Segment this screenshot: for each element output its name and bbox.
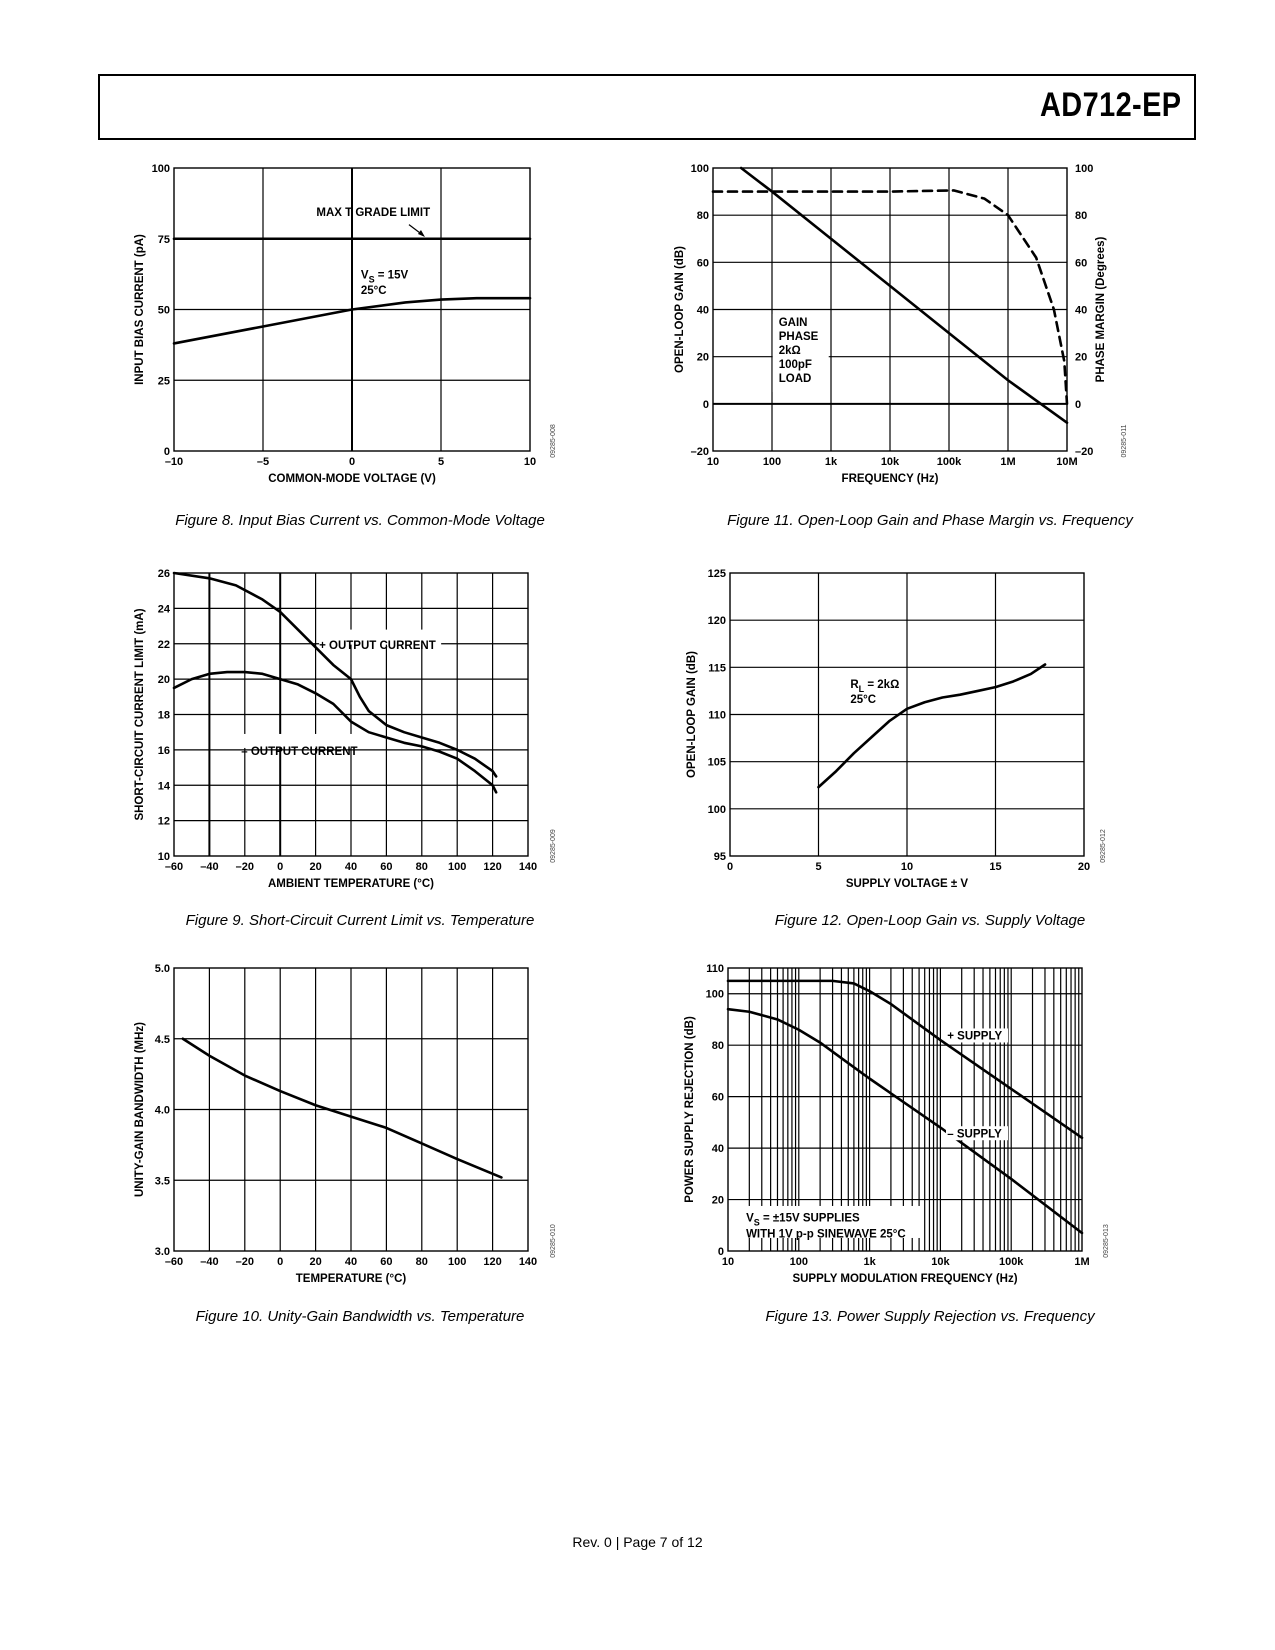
y-tick-label: 100 xyxy=(151,163,170,175)
y-tick-label: 110 xyxy=(706,963,724,975)
y-tick-label: 4.0 xyxy=(154,1104,170,1117)
x-tick-label: 0 xyxy=(277,861,284,873)
x-tick-label: 100 xyxy=(789,1256,808,1268)
x-tick-label: –5 xyxy=(256,456,270,468)
y-tick-label: 10 xyxy=(157,851,170,863)
figure-code: 09285-013 xyxy=(1103,1224,1110,1258)
chart-power-supply-rejection xyxy=(680,960,1180,1300)
figure-10-caption: Figure 10. Unity-Gain Bandwidth vs. Temperature xyxy=(195,1308,525,1325)
page-header xyxy=(98,74,1196,140)
y-tick-label: 12 xyxy=(157,815,170,828)
annotation-negative-output-current: – OUTPUT CURRENT xyxy=(241,746,358,759)
annotation-temperature: 25°C xyxy=(360,284,387,297)
x-axis-label: COMMON-MODE VOLTAGE (V) xyxy=(268,473,436,485)
chart-short-circuit-current xyxy=(130,565,590,905)
chart-input-bias-current xyxy=(130,160,590,500)
y-tick-label: 16 xyxy=(157,744,170,757)
y-tick-label: 80 xyxy=(696,210,709,223)
series-line-1 xyxy=(728,981,1082,1141)
y-tick-label: 3.5 xyxy=(154,1175,170,1188)
y2-tick-label: 80 xyxy=(1075,210,1088,223)
y-tick-label: 60 xyxy=(711,1091,724,1104)
y-tick-label: 60 xyxy=(696,257,709,270)
x-tick-label: –10 xyxy=(164,456,184,468)
y-tick-label: 40 xyxy=(711,1143,724,1156)
x-tick-label: 100 xyxy=(448,1256,467,1268)
figure-11-caption: Figure 11. Open-Loop Gain and Phase Margin vs. Frequency xyxy=(727,512,1133,529)
figure-10 xyxy=(130,960,590,1300)
y-tick-label: 25 xyxy=(157,375,170,388)
legend-text: 2kΩ xyxy=(778,345,801,358)
y2-tick-label: 100 xyxy=(1075,163,1094,175)
x-tick-label: 10 xyxy=(706,456,720,468)
figure-12 xyxy=(680,565,1180,905)
annotation-vs-15v: $V_S = 15V$ xyxy=(360,269,409,285)
y-tick-label: 100 xyxy=(705,988,724,1001)
y-axis-label: OPEN-LOOP GAIN (dB) xyxy=(674,246,686,373)
x-tick-label: –60 xyxy=(164,1256,184,1268)
annotation-rl-2k: $R_L = 2k\Omega$ xyxy=(850,679,900,695)
y2-tick-label: 20 xyxy=(1075,351,1088,364)
y-tick-label: –20 xyxy=(690,446,709,458)
y2-axis-label: PHASE MARGIN (Degrees) xyxy=(1095,236,1107,383)
x-tick-label: –60 xyxy=(164,861,184,873)
y-tick-label: 100 xyxy=(707,803,726,816)
x-tick-label: 10 xyxy=(523,456,537,468)
x-tick-label: 10M xyxy=(1056,456,1078,468)
x-tick-label: 1M xyxy=(1074,1256,1090,1268)
y-tick-label: 22 xyxy=(157,638,170,651)
x-tick-label: –20 xyxy=(235,861,254,873)
y2-tick-label: 40 xyxy=(1075,304,1088,317)
document-title: AD712-EP xyxy=(1040,86,1182,124)
x-tick-label: 10k xyxy=(931,1256,950,1268)
y-axis-label: INPUT BIAS CURRENT (pA) xyxy=(134,234,146,385)
x-axis-label: SUPPLY MODULATION FREQUENCY (Hz) xyxy=(792,1273,1018,1285)
y-tick-label: 110 xyxy=(708,709,726,722)
x-tick-label: –40 xyxy=(200,861,219,873)
x-axis-label: FREQUENCY (Hz) xyxy=(841,473,939,485)
x-tick-label: 15 xyxy=(989,861,1002,873)
x-tick-label: 80 xyxy=(415,861,428,873)
y2-tick-label: 60 xyxy=(1075,257,1088,270)
y-tick-label: 14 xyxy=(157,780,170,793)
y-tick-label: 20 xyxy=(696,351,709,364)
x-tick-label: 60 xyxy=(380,861,393,873)
annotation-positive-supply: + SUPPLY xyxy=(947,1030,1003,1043)
y-tick-label: 5.0 xyxy=(154,963,170,975)
x-tick-label: 100k xyxy=(998,1256,1024,1268)
y-tick-label: 40 xyxy=(696,304,709,317)
x-tick-label: 5 xyxy=(437,456,445,468)
figure-code: 09285-012 xyxy=(1100,829,1107,863)
x-tick-label: –40 xyxy=(200,1256,219,1268)
figure-code: 09285-011 xyxy=(1121,424,1128,458)
y-tick-label: 20 xyxy=(157,674,170,687)
x-tick-label: 120 xyxy=(483,1256,502,1268)
x-tick-label: 40 xyxy=(344,861,358,873)
y-tick-label: 100 xyxy=(690,163,709,175)
figure-8 xyxy=(130,160,590,500)
series-line-1 xyxy=(183,1039,502,1178)
annotation-positive-output-current: + OUTPUT CURRENT xyxy=(319,640,436,653)
figure-11 xyxy=(674,160,1180,510)
figure-code: 09285-010 xyxy=(550,1224,557,1258)
y-axis-label: POWER SUPPLY REJECTION (dB) xyxy=(684,1016,696,1203)
y-tick-label: 24 xyxy=(157,603,170,616)
x-tick-label: 100k xyxy=(936,456,962,468)
y-axis-label: UNITY-GAIN BANDWIDTH (MHz) xyxy=(134,1021,146,1198)
legend-text: LOAD xyxy=(778,373,812,386)
y-tick-label: 0 xyxy=(717,1246,724,1258)
x-tick-label: 10 xyxy=(900,861,914,873)
legend-text: GAIN xyxy=(778,317,808,330)
figure-code: 09285-009 xyxy=(550,829,557,863)
y-tick-label: 95 xyxy=(713,851,726,863)
y-tick-label: 4.5 xyxy=(154,1033,170,1046)
x-tick-label: 20 xyxy=(309,861,322,873)
x-tick-label: 60 xyxy=(380,1256,393,1268)
page-footer: Rev. 0 | Page 7 of 12 xyxy=(572,1534,703,1550)
x-tick-label: 1k xyxy=(824,456,838,468)
x-tick-label: 20 xyxy=(309,1256,322,1268)
x-tick-label: 10 xyxy=(721,1256,735,1268)
x-tick-label: 80 xyxy=(415,1256,428,1268)
figure-8-caption: Figure 8. Input Bias Current vs. Common-Mode Voltage xyxy=(175,512,545,529)
y-tick-label: 80 xyxy=(711,1040,724,1053)
x-tick-label: 0 xyxy=(726,861,734,873)
x-axis-label: SUPPLY VOLTAGE ± V xyxy=(845,878,969,890)
y-tick-label: 3.0 xyxy=(154,1246,170,1258)
x-tick-label: –20 xyxy=(235,1256,254,1268)
y-axis-label: OPEN-LOOP GAIN (dB) xyxy=(686,651,698,778)
x-tick-label: 20 xyxy=(1077,861,1091,873)
x-tick-label: 0 xyxy=(277,1256,284,1268)
x-tick-label: 0 xyxy=(348,456,356,468)
y-tick-label: 115 xyxy=(708,662,726,675)
x-tick-label: 120 xyxy=(483,861,502,873)
x-tick-label: 100 xyxy=(448,861,467,873)
annotation-max-t-grade-limit: MAX T GRADE LIMIT xyxy=(316,207,431,220)
y-tick-label: 26 xyxy=(157,568,170,580)
annotation-vs-supplies: $V_S = \pm 15V$ SUPPLIES xyxy=(746,1212,860,1228)
y-tick-label: 125 xyxy=(707,568,726,580)
figure-13-caption: Figure 13. Power Supply Rejection vs. Frequency xyxy=(765,1308,1095,1325)
figure-9-caption: Figure 9. Short-Circuit Current Limit vs. Temperature xyxy=(185,912,535,929)
y-tick-label: 0 xyxy=(702,398,709,411)
legend-text: 100pF xyxy=(778,359,812,372)
y-tick-label: 75 xyxy=(157,233,170,246)
series-line-2 xyxy=(174,672,496,792)
figure-code: 09285-008 xyxy=(550,424,557,458)
y-tick-label: 50 xyxy=(157,304,170,317)
x-axis-label: AMBIENT TEMPERATURE (°C) xyxy=(267,878,435,890)
annotation-arrowhead xyxy=(418,230,425,237)
x-tick-label: 10k xyxy=(880,456,900,468)
figure-13 xyxy=(680,960,1180,1300)
annotation-negative-supply: – SUPPLY xyxy=(947,1128,1002,1141)
x-tick-label: 100 xyxy=(762,456,782,468)
x-tick-label: 140 xyxy=(518,1256,538,1268)
y-tick-label: 105 xyxy=(707,756,726,769)
legend-text: PHASE xyxy=(778,331,819,344)
figure-12-caption: Figure 12. Open-Loop Gain vs. Supply Voltage xyxy=(774,912,1086,929)
y2-tick-label: 0 xyxy=(1075,398,1082,411)
y-tick-label: 0 xyxy=(163,446,170,458)
x-tick-label: 5 xyxy=(815,861,822,873)
y-tick-label: 18 xyxy=(157,709,170,722)
x-tick-label: 140 xyxy=(518,861,538,873)
x-axis-label: TEMPERATURE (°C) xyxy=(295,1273,407,1285)
annotation-temperature: 25°C xyxy=(850,694,877,707)
x-tick-label: 40 xyxy=(344,1256,358,1268)
y2-tick-label: –20 xyxy=(1075,446,1094,458)
x-tick-label: 1M xyxy=(1000,456,1016,468)
chart-open-loop-gain-phase xyxy=(674,160,1180,510)
annotation-sinewave: WITH 1V p-p SINEWAVE 25°C xyxy=(746,1228,906,1241)
y-tick-label: 120 xyxy=(707,615,726,628)
chart-gain-vs-supply xyxy=(680,565,1180,905)
chart-unity-gain-bandwidth xyxy=(130,960,590,1300)
y-tick-label: 20 xyxy=(711,1194,724,1207)
y-axis-label: SHORT-CIRCUIT CURRENT LIMIT (mA) xyxy=(134,608,146,821)
figure-9 xyxy=(130,565,590,905)
x-tick-label: 1k xyxy=(863,1256,876,1268)
